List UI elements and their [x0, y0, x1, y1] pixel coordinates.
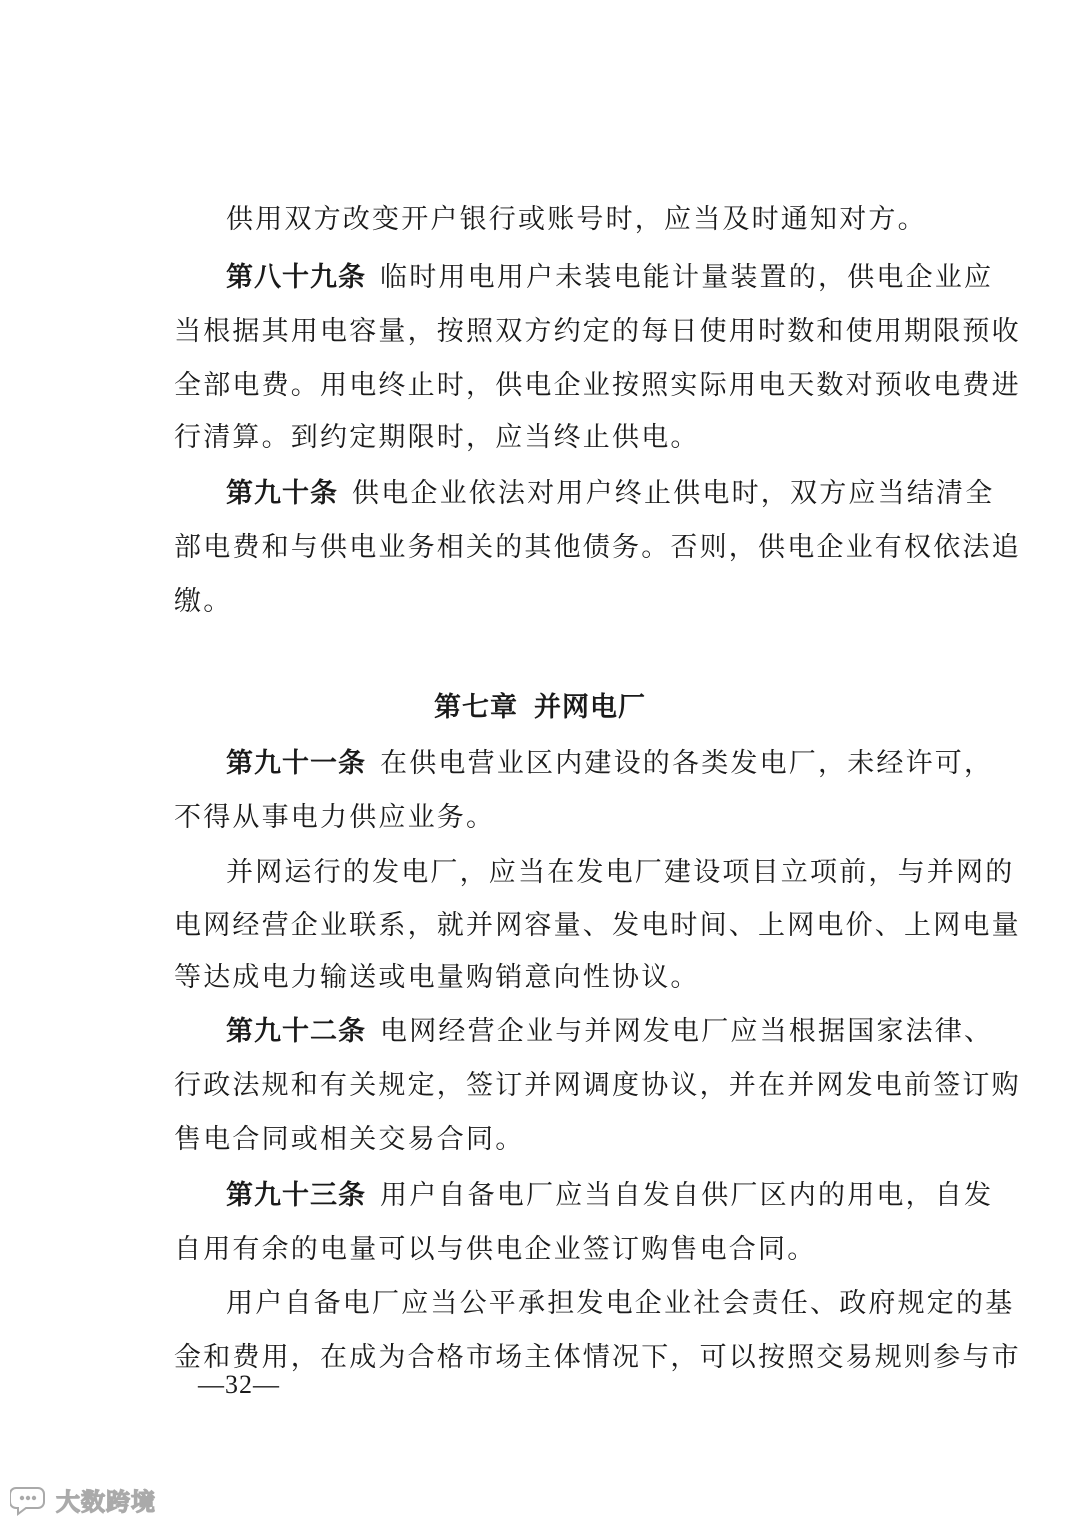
article-92-heading: 第九十二条 — [226, 1016, 366, 1047]
article-91-line-1: 第九十一条 在供电营业区内建设的各类发电厂，未经许可， — [226, 748, 994, 779]
article-89-line-2: 当根据其用电容量，按照双方约定的每日使用时数和使用期限预收 — [174, 316, 1021, 347]
article-89-line-1: 第八十九条 临时用电用户未装电能计量装置的，供电企业应 — [226, 262, 994, 293]
chapter-name: 并网电厂 — [534, 692, 646, 723]
article-90-line-2: 部电费和与供电业务相关的其他债务。否则，供电企业有权依法追 — [174, 532, 1021, 563]
paragraph-line: 供用双方改变开户银行或账号时，应当及时通知对方。 — [226, 204, 927, 235]
self-plant-line-2: 金和费用，在成为合格市场主体情况下，可以按照交易规则参与市 — [174, 1342, 1021, 1373]
chapter-title — [0, 690, 1080, 726]
page-number: —32— — [198, 1370, 280, 1399]
watermark — [10, 1482, 156, 1517]
watermark-text: 大数跨境 — [56, 1488, 156, 1516]
article-93-line-1: 第九十三条 用户自备电厂应当自发自供厂区内的用电，自发 — [226, 1180, 994, 1211]
grid-paragraph-line-1: 并网运行的发电厂，应当在发电厂建设项目立项前，与并网的 — [226, 857, 1015, 888]
article-89-line-4: 行清算。到约定期限时，应当终止供电。 — [174, 422, 700, 453]
article-90-line-3: 缴。 — [174, 586, 233, 617]
article-89-line-3: 全部电费。用电终止时，供电企业按照实际用电天数对预收电费进 — [174, 370, 1021, 401]
self-plant-line-1: 用户自备电厂应当公平承担发电企业社会责任、政府规定的基 — [226, 1288, 1015, 1319]
article-93-heading: 第九十三条 — [226, 1180, 366, 1211]
grid-paragraph-line-2: 电网经营企业联系，就并网容量、发电时间、上网电价、上网电量 — [174, 910, 1021, 941]
chapter-number: 第七章 — [434, 692, 518, 723]
article-92-line-1: 第九十二条 电网经营企业与并网发电厂应当根据国家法律、 — [226, 1016, 994, 1047]
article-90-heading: 第九十条 — [226, 478, 338, 509]
article-92-line-3: 售电合同或相关交易合同。 — [174, 1124, 525, 1155]
article-92-line-2: 行政法规和有关规定，签订并网调度协议，并在并网发电前签订购 — [174, 1070, 1021, 1101]
chat-bubble-logo-icon — [10, 1484, 50, 1516]
article-91-line-2: 不得从事电力供应业务。 — [174, 802, 496, 833]
article-91-heading: 第九十一条 — [226, 748, 366, 779]
grid-paragraph-line-3: 等达成电力输送或电量购销意向性协议。 — [174, 962, 700, 993]
article-89-heading: 第八十九条 — [226, 262, 366, 293]
article-93-line-2: 自用有余的电量可以与供电企业签订购售电合同。 — [174, 1234, 817, 1265]
article-90-line-1: 第九十条 供电企业依法对用户终止供电时，双方应当结清全 — [226, 478, 995, 509]
